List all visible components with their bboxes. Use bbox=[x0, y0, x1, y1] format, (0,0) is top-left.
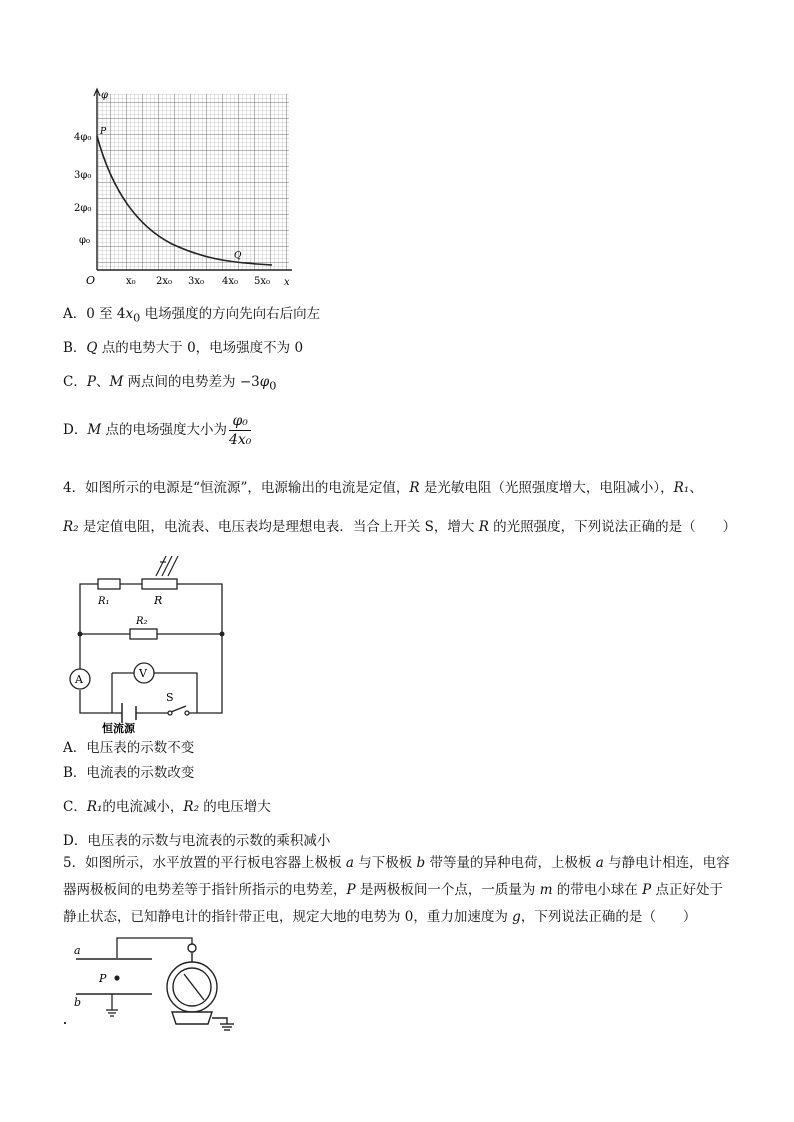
r-photoresistor bbox=[142, 579, 177, 589]
q3-c-phi: φ bbox=[259, 374, 270, 390]
q5-t-p2: P bbox=[642, 882, 652, 898]
x-tick-2: 2x₀ bbox=[156, 276, 173, 287]
x-tick-4: 4x₀ bbox=[222, 276, 239, 287]
q5-t-a: 5．如图所示，水平放置的平行板电容器上极板 bbox=[63, 855, 346, 871]
q3-d-denominator: 4x₀ bbox=[228, 432, 252, 448]
q4-l1-r: R bbox=[409, 480, 420, 496]
q3-c-sep: 、 bbox=[95, 374, 110, 390]
switch-label: S bbox=[166, 691, 174, 704]
q3-c-p: P bbox=[86, 374, 96, 390]
q3-d-fraction bbox=[229, 412, 251, 449]
x-axis-label: x bbox=[284, 277, 290, 288]
q5-t-b: 与下极板 bbox=[353, 855, 417, 871]
q3-c-text2: 两点间的电势差为 −3 bbox=[123, 374, 260, 390]
q3-b-q: Q bbox=[86, 340, 98, 356]
q3-a-text2: 电场强度的方向先向右后向左 bbox=[140, 306, 321, 322]
q5-t-e: 是两极板间一个点，一质量为 bbox=[355, 882, 540, 898]
switch-s bbox=[168, 706, 189, 715]
q3-c-m: M bbox=[109, 374, 124, 390]
q3-option-b bbox=[63, 338, 303, 358]
q3-option-d bbox=[63, 410, 251, 450]
y-tick-3: 3φ₀ bbox=[74, 170, 92, 181]
q4-l2-r2: R₂ bbox=[63, 519, 79, 535]
voltmeter-label: V bbox=[139, 667, 147, 680]
q4-c-mid: 的电流减小， bbox=[102, 799, 184, 815]
stray-dot bbox=[64, 1022, 66, 1024]
q5-t-h: ，下列说法正确的是（ ） bbox=[520, 909, 697, 925]
q3-a-sub: 0 bbox=[133, 311, 141, 325]
q4-c-r2: R₂ bbox=[183, 799, 199, 815]
ammeter-label: A bbox=[75, 673, 83, 686]
q4-option-d: D．电压表的示数与电流表的示数的乘积减小 bbox=[63, 833, 331, 849]
q3-d-text: D． bbox=[63, 422, 88, 438]
q4-l2-b: 的光照强度，下列说法正确的是（ ） bbox=[488, 519, 737, 535]
x-tick-5: 5x₀ bbox=[254, 276, 271, 287]
y-axis-label: φ bbox=[101, 90, 109, 101]
q5-t-gg: g bbox=[512, 909, 521, 925]
x-tick-3: 3x₀ bbox=[188, 276, 205, 287]
q5-t-pb: b bbox=[416, 855, 426, 871]
q4-l1-b: 是光敏电阻（光照强度增大，电阻减小）， bbox=[419, 480, 674, 496]
q3-d-m: M bbox=[87, 422, 102, 438]
q4-c-text: C． bbox=[63, 799, 87, 815]
y-tick-2: 2φ₀ bbox=[74, 203, 92, 214]
q3-option-a bbox=[63, 304, 320, 329]
q4-line-2 bbox=[63, 517, 736, 537]
q5-t-f: 的带电小球在 bbox=[552, 882, 643, 898]
q4-line-1 bbox=[63, 478, 703, 498]
r1-label: R₁ bbox=[98, 596, 110, 607]
q4-l1-c: 、 bbox=[689, 480, 703, 496]
source-label: 恒流源 bbox=[102, 722, 135, 734]
q3-b-text: B． bbox=[63, 340, 87, 356]
q4-c-r1: R₁ bbox=[86, 799, 103, 815]
q4-l1-r1: R₁ bbox=[673, 480, 690, 496]
q5-capacitor-figure bbox=[62, 932, 252, 1032]
q3-d-text2: 点的电场强度大小为 bbox=[101, 422, 227, 438]
point-p-label: P bbox=[100, 127, 107, 137]
q3-a-x: x bbox=[125, 306, 134, 322]
point-q-label: Q bbox=[234, 251, 242, 261]
q4-l2-r: R bbox=[478, 519, 489, 535]
x-tick-1: x₀ bbox=[126, 276, 136, 287]
q3-d-numerator: φ₀ bbox=[229, 412, 251, 431]
r2-label: R₂ bbox=[136, 616, 148, 627]
q3-c-text: C． bbox=[63, 374, 87, 390]
r-label: R bbox=[154, 594, 163, 607]
q4-l1-a: 4．如图所示的电源是“恒流源”，电源输出的电流是定值， bbox=[63, 480, 410, 496]
q5-t-pa: a bbox=[345, 855, 354, 871]
point-p-label: P bbox=[99, 972, 107, 985]
q5-t-c: 带等量的异种电荷，上极板 bbox=[425, 855, 596, 871]
point-p-dot bbox=[114, 975, 119, 980]
q4-c-text2: 的电压增大 bbox=[199, 799, 271, 815]
q4-option-c bbox=[63, 797, 271, 817]
q3-b-text2: 点的电势大于 0，电场强度不为 0 bbox=[97, 340, 304, 356]
r2-resistor bbox=[130, 629, 157, 639]
q4-option-a: A．电压表的示数不变 bbox=[63, 740, 195, 756]
y-tick-1: φ₀ bbox=[79, 235, 91, 246]
q5-t-pa2: a bbox=[595, 855, 604, 871]
origin-label: O bbox=[86, 274, 96, 287]
q4-circuit-diagram bbox=[62, 548, 242, 734]
q3-c-sub: 0 bbox=[269, 379, 277, 393]
electrometer bbox=[167, 944, 234, 1030]
r1-resistor bbox=[98, 579, 120, 589]
q3-a-text: A．0 至 4 bbox=[63, 306, 126, 322]
q5-t-p: P bbox=[346, 882, 356, 898]
q5-question bbox=[63, 850, 731, 931]
phi-x-graph bbox=[62, 86, 294, 296]
plate-a-label: a bbox=[74, 944, 81, 957]
q5-t-m: m bbox=[539, 882, 553, 898]
y-tick-4: 4φ₀ bbox=[74, 132, 92, 143]
q3-option-c bbox=[63, 372, 276, 397]
plate-b-label: b bbox=[74, 996, 82, 1009]
q4-option-b: B．电流表的示数改变 bbox=[63, 765, 195, 781]
q5-t-g: 点正好处于静止状态，已知静电计的指针带正电，规定大地的电势为 0，重力加速度为 bbox=[63, 882, 723, 925]
q4-l2-a: 是定值电阻，电流表、电压表均是理想电表．当合上开关 S，增大 bbox=[78, 519, 479, 535]
q5-t-d: 与静电计相连，电容器两极板间的电势差等于指针所指示的电势差， bbox=[63, 855, 730, 898]
light-arrows bbox=[156, 556, 178, 576]
current-source bbox=[122, 703, 136, 723]
